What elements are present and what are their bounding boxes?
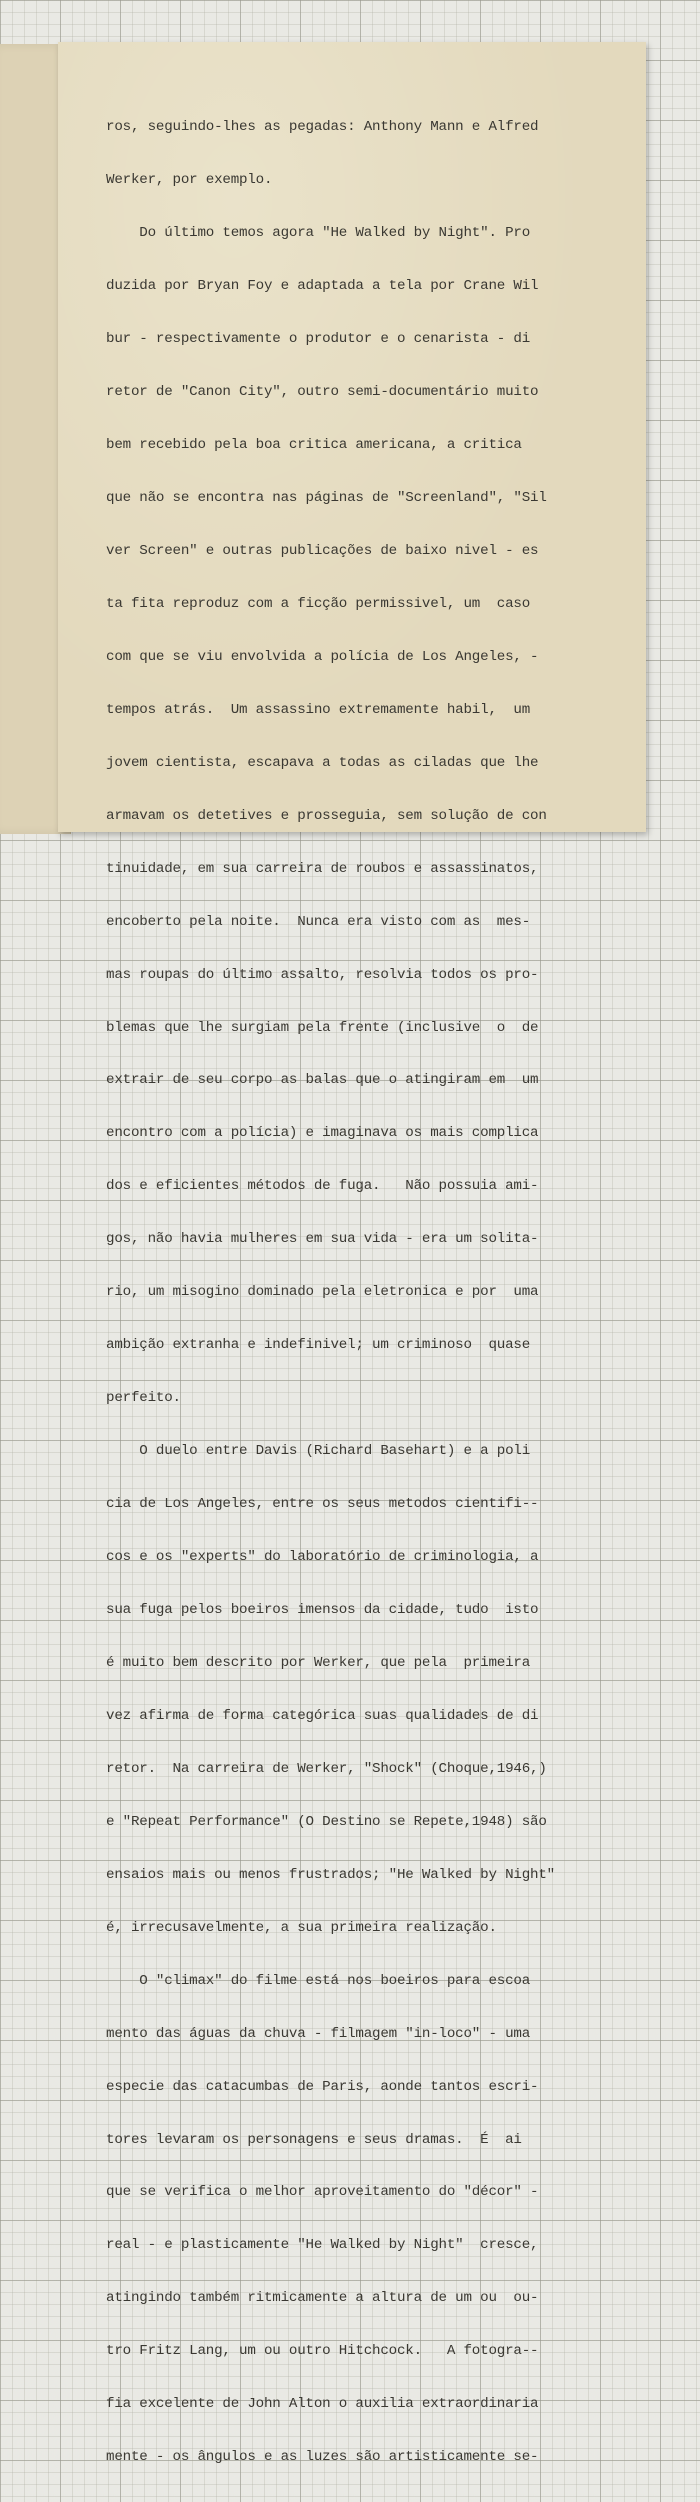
text-line: sua fuga pelos boeiros imensos da cidade, tudo isto: [106, 1602, 539, 1618]
text-line: real - e plasticamente "He Walked by Night" cresce,: [106, 2237, 539, 2254]
text-line: ambição extranha e indefinivel; um criminoso quase: [106, 1337, 531, 1354]
text-line: retor de "Canon City", outro semi-documentário muito: [106, 384, 539, 401]
text-line: Do último temos agora "He Walked by Night". Pro: [106, 225, 531, 242]
text-line: ros, seguindo-lhes as pegadas: Anthony Mann e Alfred: [106, 119, 539, 136]
text-line: ensaios mais ou menos frustrados; "He Walked by Night": [106, 1866, 555, 1883]
text-line: com que se viu envolvida a polícia de Los Angeles, -: [106, 648, 539, 665]
text-line: mento das águas da chuva - filmagem "in-loco" - uma: [106, 2025, 531, 2042]
typed-page: [58, 42, 646, 2466]
text-line: perfeito.: [106, 1390, 181, 1407]
text-line: rio, um misogino dominado pela eletronica e por uma: [106, 1284, 539, 1301]
text-line: jovem cientista, escapava a todas as ciladas que lhe: [106, 754, 539, 771]
text-line: cos e os "experts" do laboratório de criminologia, a: [106, 1549, 539, 1566]
text-line: vez afirma de forma categórica suas qualidades de di: [106, 1707, 539, 1724]
text-line: extrair de seu corpo as balas que o atingiram em um: [106, 1072, 539, 1089]
text-line: atingindo também ritmicamente a altura de um ou ou-: [106, 2290, 539, 2307]
text-line: ver Screen" e outras publicações de baixo nivel - es: [106, 542, 539, 559]
text-line: que não se encontra nas páginas de "Screenland", "Sil: [106, 489, 547, 506]
text-line: O "climax" do filme está nos boeiros para escoa: [106, 1972, 531, 1989]
text-line: que se verifica o melhor aproveitamento do "décor" -: [106, 2184, 539, 2201]
text-line: tores levaram os personagens e seus dramas. É ai: [106, 2131, 522, 2148]
text-line: especie das catacumbas de Paris, aonde tantos escri-: [106, 2078, 539, 2095]
text-line: ta fita reproduz com a ficção permissivel, um caso: [106, 595, 531, 612]
text-line: duzida por Bryan Foy e adaptada a tela por Crane Wil: [106, 278, 539, 295]
text-line: retor. Na carreira de Werker, "Shock" (Choque,1946,): [106, 1760, 547, 1777]
typewritten-text: [106, 84, 642, 2502]
text-line: Werker, por exemplo.: [106, 172, 273, 189]
text-line: tro Fritz Lang, um ou outro Hitchcock. A fotogra--: [106, 2343, 539, 2360]
text-line: O duelo entre Davis (Richard Basehart) e a poli: [106, 1443, 531, 1460]
text-line: e "Repeat Performance" (O Destino se Repete,1948) são: [106, 1813, 547, 1830]
text-line: mente - os ângulos e as luzes são artisticamente se-: [106, 2449, 539, 2466]
text-line: dos e eficientes métodos de fuga. Não possuia ami-: [106, 1178, 539, 1195]
text-line: fia excelente de John Alton o auxilia extraordinaria: [106, 2396, 539, 2413]
text-line: cia de Los Angeles, entre os seus metodos cientifi--: [106, 1496, 539, 1513]
text-line: armavam os detetives e prosseguia, sem solução de con: [106, 807, 547, 824]
text-line: mas roupas do último assalto, resolvia todos os pro-: [106, 966, 539, 983]
text-line: bur - respectivamente o produtor e o cenarista - di: [106, 331, 531, 348]
text-line: tempos atrás. Um assassino extremamente habil, um: [106, 701, 531, 718]
text-line: blemas que lhe surgiam pela frente (inclusive o de: [106, 1019, 539, 1036]
text-line: bem recebido pela boa critica americana, a critica: [106, 437, 522, 454]
text-line: encoberto pela noite. Nunca era visto com as mes-: [106, 913, 531, 930]
text-line: é, irrecusavelmente, a sua primeira realização.: [106, 1919, 497, 1936]
text-line: encontro com a polícia) e imaginava os mais complica: [106, 1125, 539, 1142]
text-line: gos, não havia mulheres em sua vida - era um solita-: [106, 1231, 539, 1248]
text-line: tinuidade, em sua carreira de roubos e assassinatos,: [106, 860, 539, 877]
text-line: é muito bem descrito por Werker, que pela primeira: [106, 1654, 531, 1671]
